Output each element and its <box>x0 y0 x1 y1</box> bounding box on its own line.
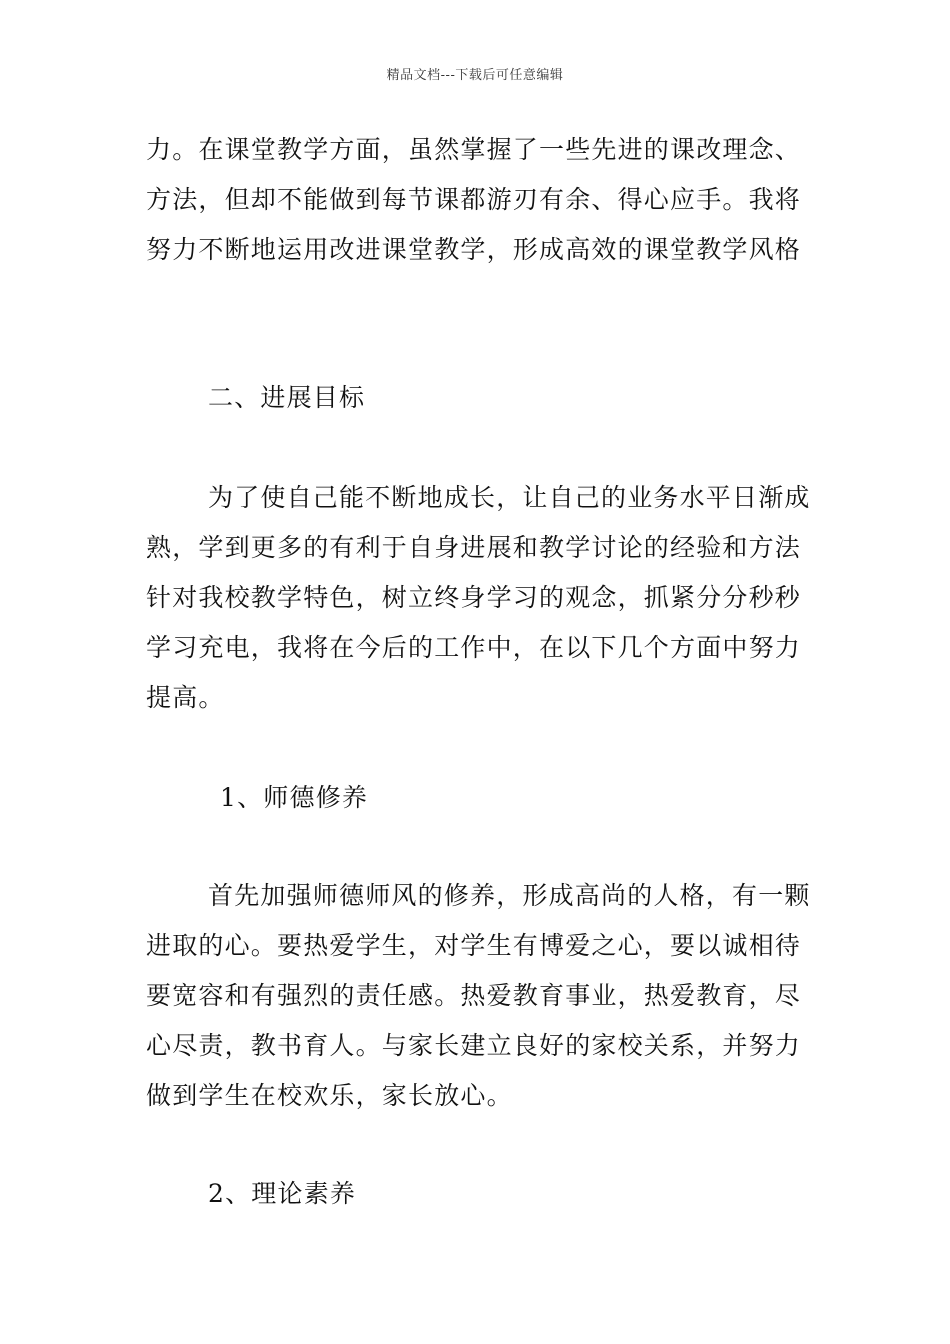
paragraph-line: 方法，但却不能做到每节课都游刃有余、得心应手。我将 <box>146 185 802 214</box>
paragraph-line: 力。在课堂教学方面，虽然掌握了一些先进的课改理念、 <box>146 135 802 164</box>
paragraph-line: 针对我校教学特色，树立终身学习的观念，抓紧分分秒秒 <box>146 583 802 612</box>
paragraph-line: 熟，学到更多的有利于自身进展和教学讨论的经验和方法 <box>146 533 802 562</box>
subsection-heading: 1、师德修养 <box>220 783 369 812</box>
paragraph-line: 为了使自己能不断地成长，让自己的业务水平日渐成 <box>208 483 811 512</box>
paragraph-line: 首先加强师德师风的修养，形成高尚的人格，有一颗 <box>208 881 811 910</box>
paragraph-line: 要宽容和有强烈的责任感。热爱教育事业，热爱教育，尽 <box>146 981 802 1010</box>
section-heading: 二、进展目标 <box>208 383 366 412</box>
paragraph-line: 提高。 <box>146 683 225 712</box>
paragraph-line: 心尽责，教书育人。与家长建立良好的家校关系，并努力 <box>146 1031 802 1060</box>
paragraph-line: 进取的心。要热爱学生，对学生有博爱之心，要以诚相待 <box>146 931 802 960</box>
paragraph-line: 学习充电，我将在今后的工作中，在以下几个方面中努力 <box>146 633 802 662</box>
paragraph-line: 做到学生在校欢乐，家长放心。 <box>146 1081 513 1110</box>
paragraph-line: 努力不断地运用改进课堂教学，形成高效的课堂教学风格 <box>146 235 802 264</box>
page-header: 精品文档---下载后可任意编辑 <box>386 68 564 83</box>
subsection-heading: 2、理论素养 <box>208 1179 357 1208</box>
